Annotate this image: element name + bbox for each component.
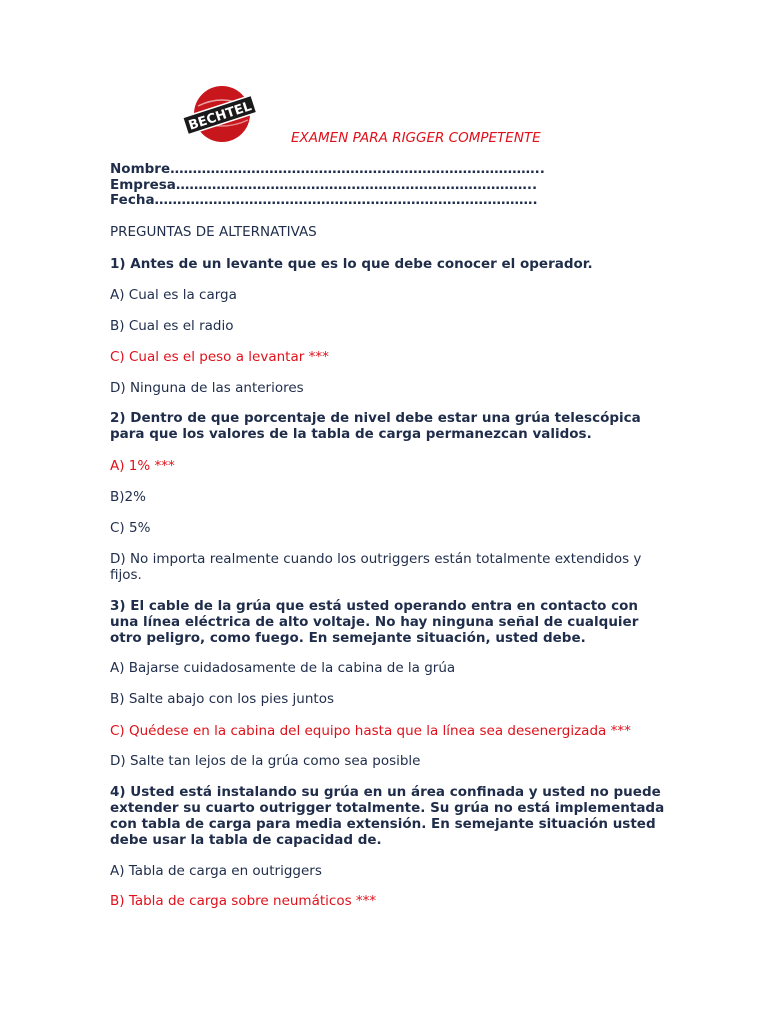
q1-option-a: A) Cual es la carga — [110, 287, 237, 303]
logo-text: BECHTEL — [186, 99, 254, 134]
q4-option-a: A) Tabla de carga en outriggers — [110, 863, 322, 879]
question-2: 2) Dentro de que porcentaje de nivel debe estar una grúa telescópica para que los valores de la tabla de carga permanezcan validos. — [110, 410, 641, 442]
q2-option-a: A) 1% *** — [110, 458, 175, 474]
question-4: 4) Usted está instalando su grúa en un área confinada y usted no puede extender su cuarto outrigger totalmente. Su grúa no está implementada con tabla de carga para media extensión. En semejante situación usted debe usar la tabla de capacidad de. — [110, 784, 665, 848]
section-heading: PREGUNTAS DE ALTERNATIVAS — [110, 224, 317, 240]
fecha-field: Fecha…………………………………………………………………………. — [110, 192, 538, 208]
question-3: 3) El cable de la grúa que está usted operando entra en contacto con una línea eléctrica de alto voltaje. No hay ninguna señal de cualquier otro peligro, como fuego. En semejante situación, usted debe. — [110, 598, 639, 646]
q3-option-d: D) Salte tan lejos de la grúa como sea posible — [110, 753, 421, 769]
q1-option-c: C) Cual es el peso a levantar *** — [110, 349, 329, 365]
q1-option-b: B) Cual es el radio — [110, 318, 234, 334]
header-fields — [110, 162, 545, 209]
bechtel-logo — [182, 84, 258, 144]
q2-option-d: D) No importa realmente cuando los outriggers están totalmente extendidos y fijos. — [110, 551, 642, 583]
q3-option-a: A) Bajarse cuidadosamente de la cabina de la grúa — [110, 660, 456, 676]
q1-option-d: D) Ninguna de las anteriores — [110, 380, 304, 396]
exam-title: EXAMEN PARA RIGGER COMPETENTE — [291, 130, 541, 146]
q2-option-b: B)2% — [110, 489, 146, 505]
nombre-field: Nombre……………………………………………………………………….. — [110, 161, 545, 177]
question-1: 1) Antes de un levante que es lo que debe conocer el operador. — [110, 256, 593, 272]
q2-option-c: C) 5% — [110, 520, 151, 536]
empresa-field: Empresa…………………………………………………………………….. — [110, 176, 538, 193]
q3-option-b: B) Salte abajo con los pies juntos — [110, 691, 334, 707]
q4-option-b: B) Tabla de carga sobre neumáticos *** — [110, 893, 377, 909]
q3-option-c: C) Quédese en la cabina del equipo hasta que la línea sea desenergizada *** — [110, 723, 631, 739]
